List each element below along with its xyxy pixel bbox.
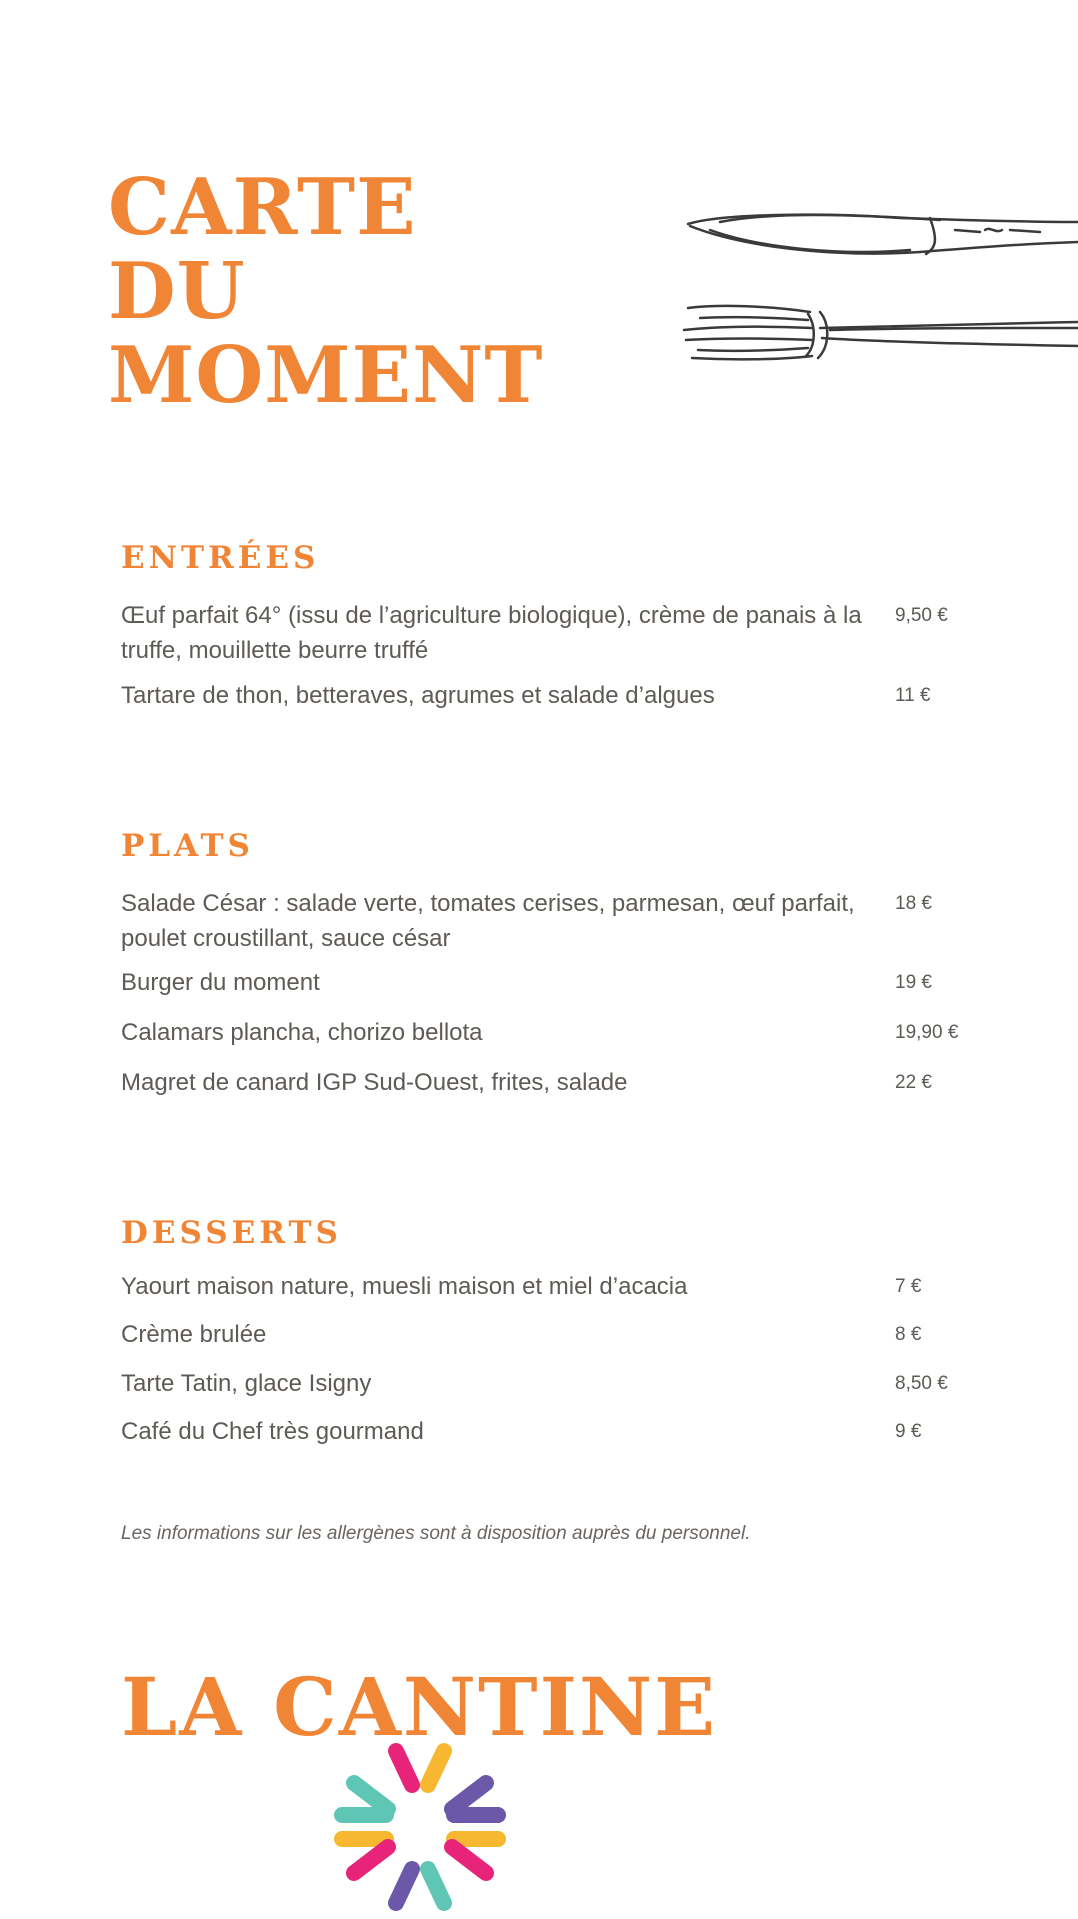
menu-item-name: Œuf parfait 64° (issu de l’agriculture biologique), crème de panais à la truffe, mouillette beurre truffé — [121, 602, 862, 664]
colorful-asterisk-logo-icon — [330, 1735, 510, 1915]
menu-item-name: Calamars plancha, chorizo bellota — [121, 1019, 483, 1046]
menu-title — [108, 162, 544, 421]
menu-title-line-3: MOMENT — [108, 330, 544, 421]
menu-item-price: 19,90 € — [895, 1022, 959, 1043]
menu-item-price: 19 € — [895, 972, 932, 993]
brand-name: LA CANTINE — [121, 1660, 718, 1754]
section-heading-plats: PLATS — [121, 828, 254, 864]
menu-item-name: Café du Chef très gourmand — [121, 1418, 424, 1445]
menu-item-price: 8,50 € — [895, 1373, 948, 1394]
knife-and-fork-sketch-icon — [680, 200, 1078, 390]
menu-item-price: 11 € — [895, 685, 931, 706]
menu-item-price: 8 € — [895, 1324, 922, 1345]
section-heading-entrees: ENTRÉES — [121, 540, 320, 576]
menu-item-price: 18 € — [895, 893, 932, 914]
menu-item-name: Tarte Tatin, glace Isigny — [121, 1370, 372, 1397]
menu-item-price: 22 € — [895, 1072, 932, 1093]
menu-item-name: Salade César : salade verte, tomates cerises, parmesan, œuf parfait, poulet croustillant, sauce césar — [121, 890, 855, 952]
menu-item-name: Yaourt maison nature, muesli maison et miel d’acacia — [121, 1273, 688, 1300]
menu-title-line-2: DU — [108, 246, 246, 337]
menu-item-price: 7 € — [895, 1276, 922, 1297]
section-heading-desserts: DESSERTS — [121, 1215, 342, 1251]
allergens-note: Les informations sur les allergènes sont à disposition auprès du personnel. — [121, 1523, 751, 1544]
menu-item-name: Tartare de thon, betteraves, agrumes et salade d’algues — [121, 682, 715, 709]
menu-item-name: Crème brulée — [121, 1321, 267, 1348]
menu-item-price: 9 € — [895, 1421, 922, 1442]
menu-item-name: Magret de canard IGP Sud-Ouest, frites, salade — [121, 1069, 628, 1096]
menu-title-line-1: CARTE — [108, 162, 417, 253]
menu-item-price: 9,50 € — [895, 605, 948, 626]
menu-item-name: Burger du moment — [121, 969, 320, 996]
